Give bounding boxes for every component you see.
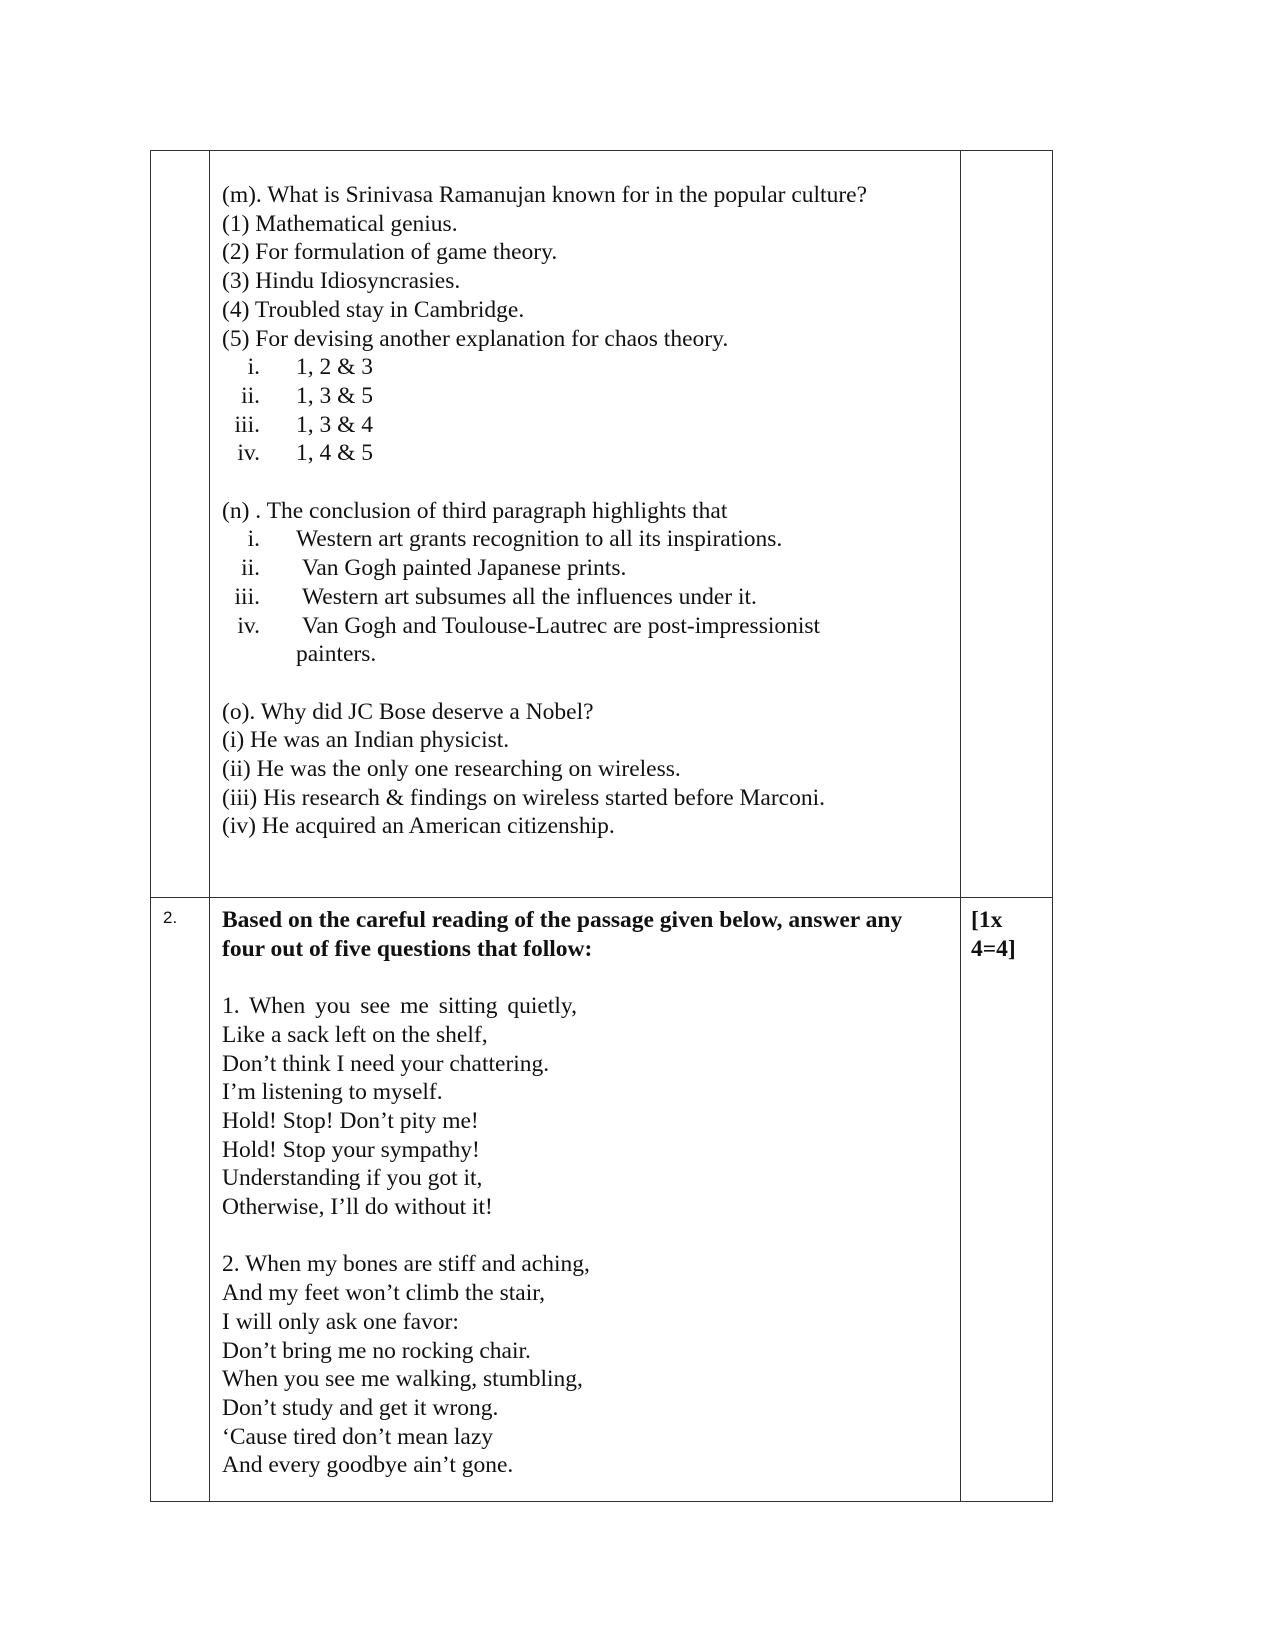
option (222, 583, 948, 612)
option-number: iv. (237, 440, 260, 467)
question-m: (m). What is Srinivasa Ramanujan known for in the popular culture? (222, 182, 867, 208)
option-text: Western art subsumes all the influences under it. (302, 583, 757, 610)
poem-line: Hold! Stop! Don’t pity me! (222, 1107, 479, 1134)
option (222, 525, 948, 554)
option: (i) He was an Indian physicist. (222, 727, 510, 754)
serial-cell (151, 151, 210, 898)
poem-line: Hold! Stop your sympathy! (222, 1136, 480, 1163)
option (222, 382, 948, 411)
option-text: 1, 3 & 5 (296, 382, 374, 409)
option: (iv) He acquired an American citizenship. (222, 813, 615, 840)
passage-cell (210, 898, 961, 1502)
statement: (2) For formulation of game theory. (222, 239, 558, 266)
option (222, 612, 948, 641)
statement: (3) Hindu Idiosyncrasies. (222, 268, 461, 295)
poem-line: 2. When my bones are stiff and aching, (222, 1251, 590, 1278)
option-number: iv. (237, 612, 260, 639)
poem-line: And my feet won’t climb the stair, (222, 1280, 545, 1307)
option-text: Western art grants recognition to all its inspirations. (296, 526, 783, 553)
question-row-1 (151, 151, 1053, 898)
option-text: 1, 2 & 3 (296, 354, 374, 381)
poem-line: When you see me walking, stumbling, (222, 1366, 583, 1393)
marks-label: 4=4] (971, 935, 1016, 962)
option-number: iii. (234, 411, 260, 438)
option-text: 1, 4 & 5 (296, 440, 374, 467)
serial-cell (151, 898, 210, 1502)
question-cell (210, 151, 961, 898)
option (222, 411, 948, 440)
poem-line: ‘Cause tired don’t mean lazy (222, 1423, 494, 1450)
poem-line: And every goodbye ain’t gone. (222, 1452, 514, 1479)
option-number: iii. (234, 583, 260, 610)
statement: (5) For devising another explanation for chaos theory. (222, 325, 729, 352)
option-text: Van Gogh and Toulouse-Lautrec are post-impressionist (302, 612, 821, 639)
option: (ii) He was the only one researching on wireless. (222, 756, 681, 783)
option (222, 554, 948, 583)
option-number: i. (247, 354, 260, 381)
question-paper-page (150, 150, 1053, 1502)
option-number: ii. (241, 382, 260, 409)
stanza-1-opening: 1. When you see me sitting quietly, Like a sack left on the shelf, (222, 993, 577, 1048)
question-o: (o). Why did JC Bose deserve a Nobel? (222, 698, 594, 725)
poem-line: Don’t bring me no rocking chair. (222, 1337, 531, 1364)
question-row-2 (151, 898, 1053, 1502)
statement: (4) Troubled stay in Cambridge. (222, 296, 525, 323)
marks-cell (961, 898, 1053, 1502)
poem-line: Otherwise, I’ll do without it! (222, 1194, 493, 1221)
option (222, 439, 948, 468)
instruction-line: four out of five questions that follow: (222, 935, 593, 962)
question-number: 2. (163, 908, 178, 927)
poem-line: I’m listening to myself. (222, 1079, 443, 1106)
question-table (150, 150, 1053, 1502)
option (222, 353, 948, 382)
marks-cell (961, 151, 1053, 898)
option-number: ii. (241, 555, 260, 582)
instruction-line: Based on the careful reading of the passage given below, answer any (222, 907, 903, 933)
option-continuation: painters. (296, 641, 377, 668)
poem-line: I will only ask one favor: (222, 1308, 459, 1335)
option-text: Van Gogh painted Japanese prints. (302, 555, 627, 582)
option-number: i. (247, 526, 260, 553)
poem-line: Don’t study and get it wrong. (222, 1394, 499, 1421)
poem-line: Don’t think I need your chattering. (222, 1050, 550, 1077)
question-n: (n) . The conclusion of third paragraph highlights that (222, 497, 728, 524)
poem-line: Understanding if you got it, (222, 1165, 483, 1192)
option: (iii) His research & findings on wireless started before Marconi. (222, 784, 825, 811)
marks-label: [1x (971, 907, 1003, 933)
statement: (1) Mathematical genius. (222, 210, 458, 237)
option-text: 1, 3 & 4 (296, 411, 374, 438)
